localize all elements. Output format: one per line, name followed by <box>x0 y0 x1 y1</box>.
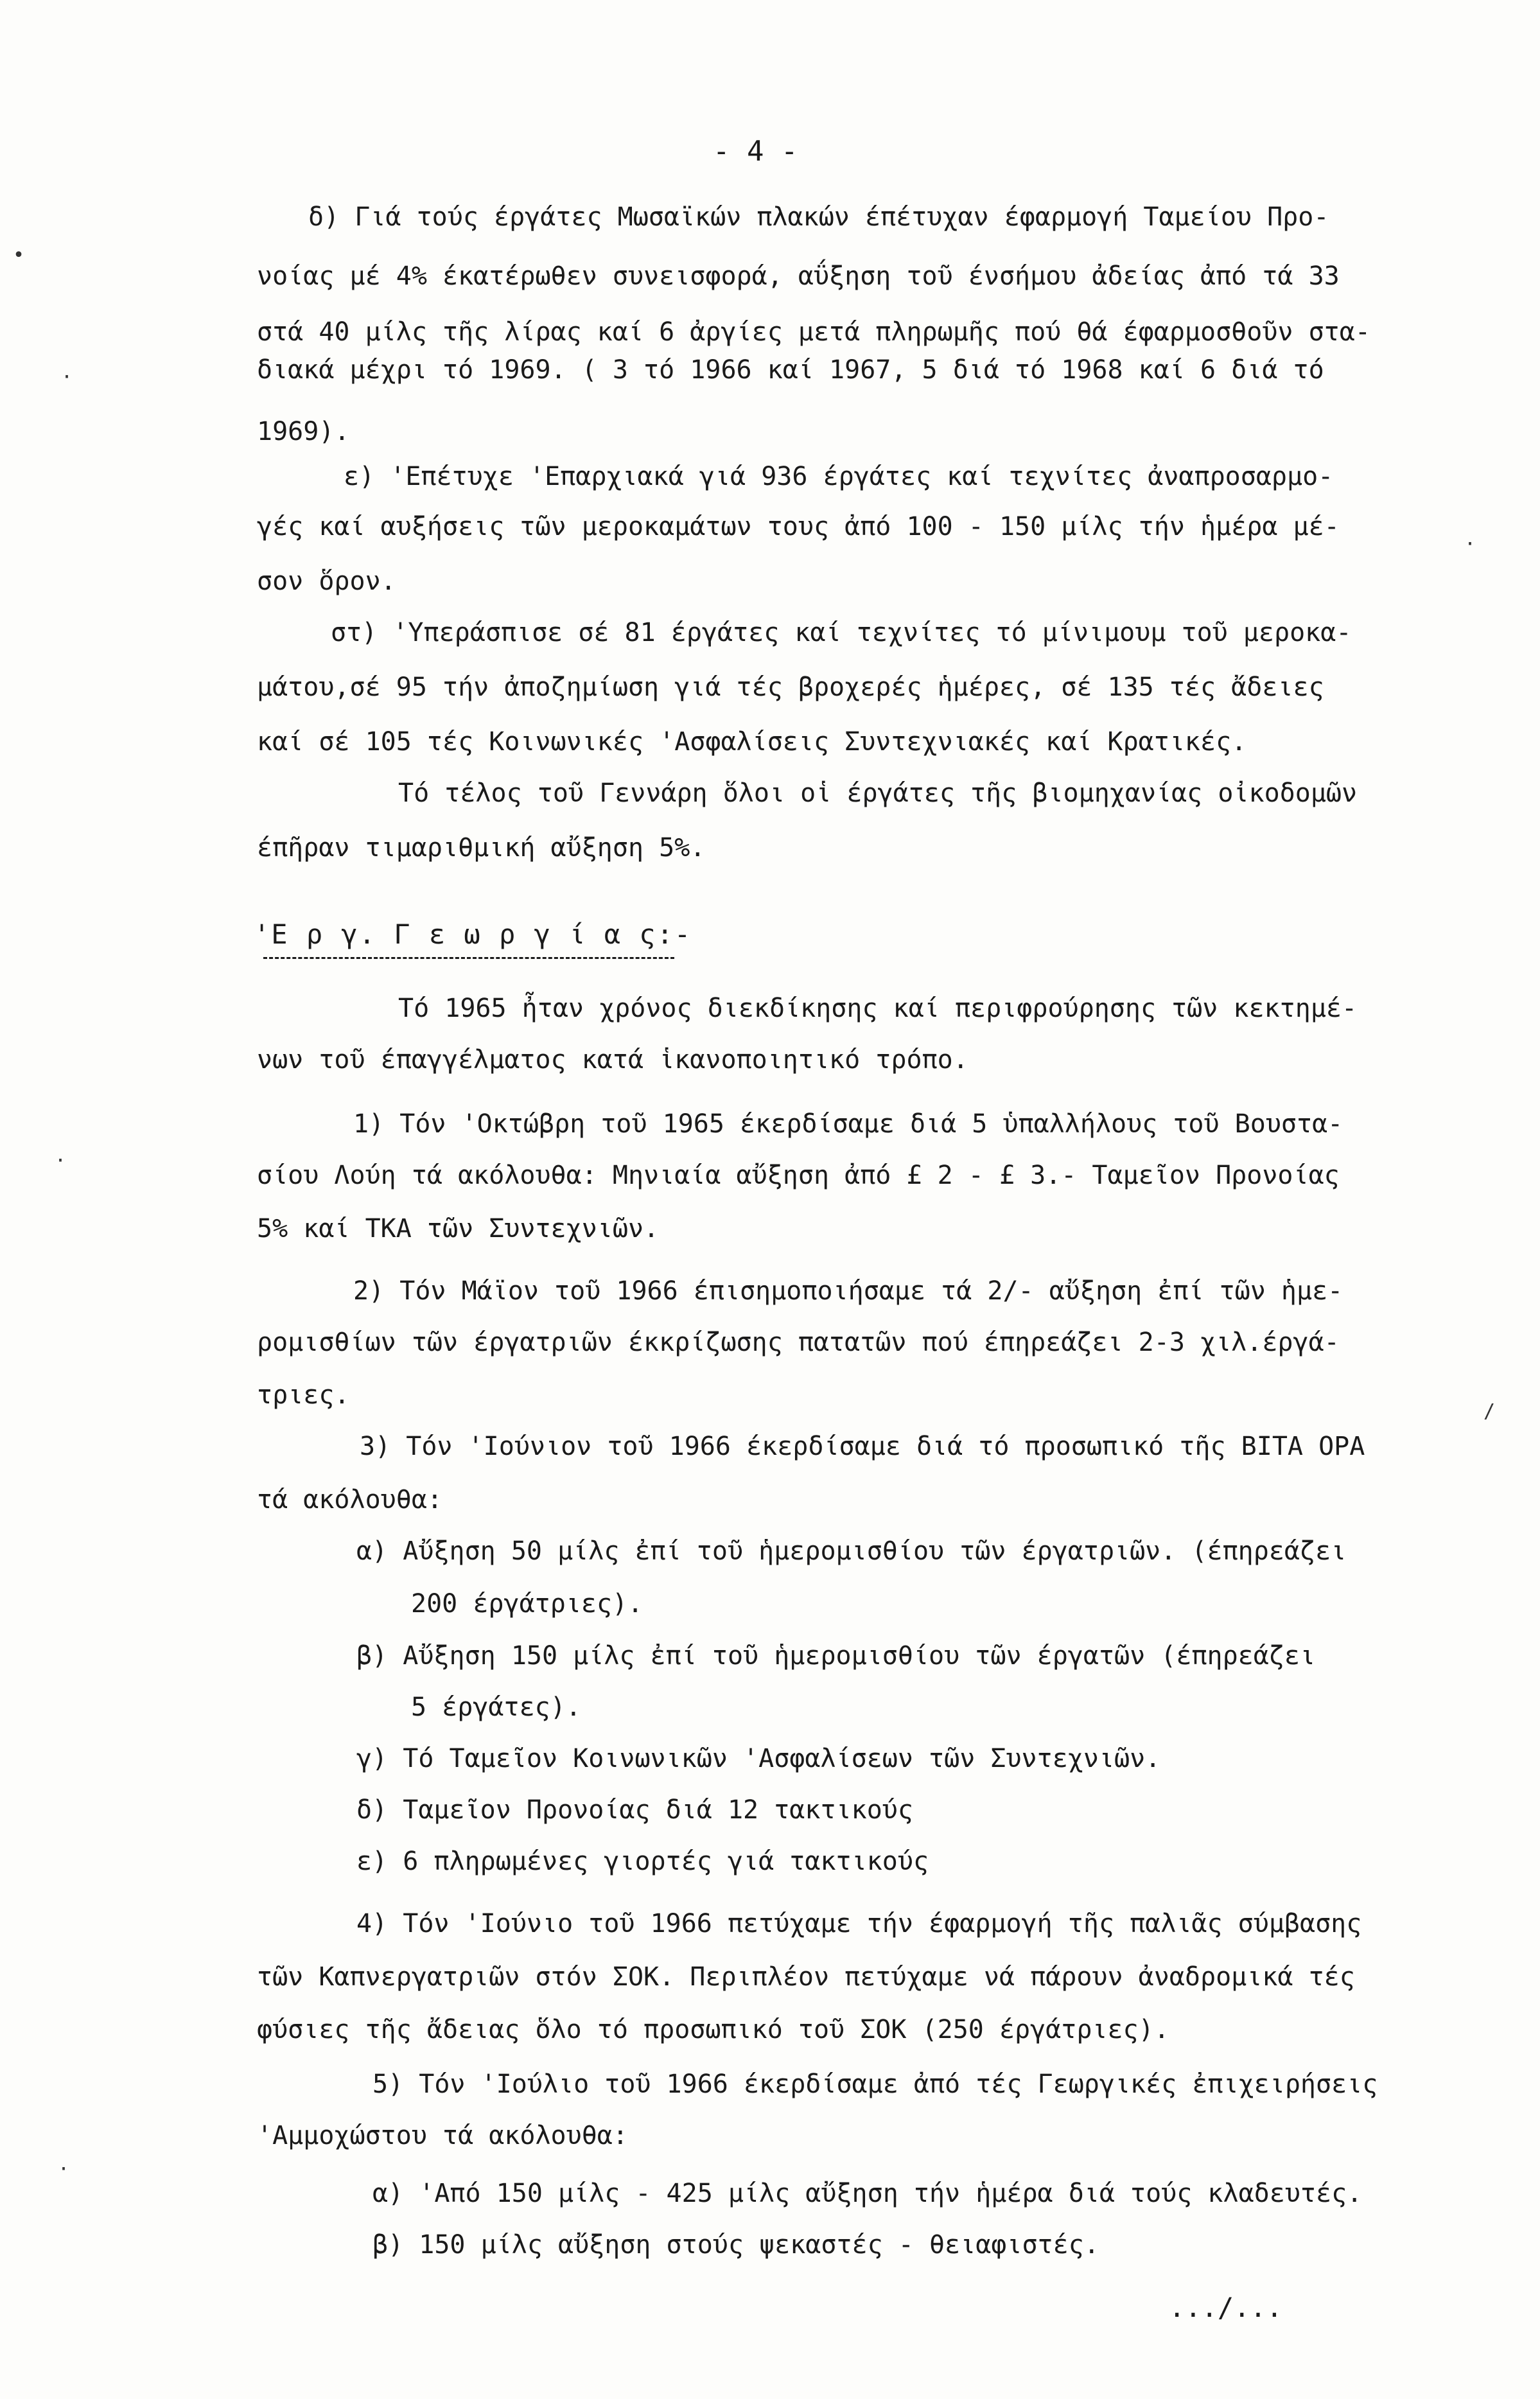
item-3-sub-a-cont: 200 έργάτριες). <box>411 1589 643 1619</box>
scan-speck: · <box>55 1150 67 1172</box>
item-3-sub-e: ε) 6 πληρωμένες γιορτές γιά τακτικούς <box>356 1847 929 1876</box>
section-heading: 'Ε ρ γ. Γ ε ω ρ γ ί α ς:- <box>254 918 692 950</box>
scan-speck: · <box>61 366 73 389</box>
item-5-line-1: 5) Τόν 'Ιούλιο τοῦ 1966 έκερδίσαμε ἀπό τές Γεωργικές ἐπιχειρήσεις <box>372 2069 1378 2099</box>
item-2-line-1: 2) Τόν Μάϊον τοῦ 1966 έπισημοποιήσαμε τά 2/- αὔξηση ἐπί τῶν ἡμε- <box>353 1276 1343 1306</box>
item-2-line-2: ρομισθίων τῶν έργατριῶν έκκρίζωσης πατατῶν πού έπηρεάζει 2-3 χιλ.έργά- <box>257 1328 1340 1357</box>
item-5-sub-a: α) 'Από 150 μίλς - 425 μίλς αὔξηση τήν ἡμέρα διά τούς κλαδευτές. <box>372 2179 1363 2208</box>
scan-speck: · <box>1464 533 1476 556</box>
item-4-line-1: 4) Τόν 'Ιούνιο τοῦ 1966 πετύχαμε τήν έφαρμογή τῆς παλιᾶς σύμβασης <box>356 1909 1362 1938</box>
item-3-sub-a: α) Αὔξηση 50 μίλς ἐπί τοῦ ἡμερομισθίου τῶν έργατριῶν. (έπηρεάζει <box>356 1536 1347 1566</box>
para-st-line-2: μάτου,σέ 95 τήν ἀποζημίωση γιά τές βροχερές ἡμέρες, σέ 135 τές ἄδειες <box>257 672 1324 702</box>
item-4-line-3: φύσιες τῆς ἄδειας ὅλο τό προσωπικό τοῦ ΣΟΚ (250 έργάτριες). <box>257 2015 1169 2044</box>
para-d-line-2: νοίας μέ 4% έκατέρωθεν συνεισφορά, αΰξηση τοῦ ένσήμου ἀδείας ἀπό τά 33 <box>257 261 1340 291</box>
item-3-line-1: 3) Τόν 'Ιούνιον τοῦ 1966 έκερδίσαμε διά τό προσωπικό τῆς ΒΙΤΑ ΟΡΑ <box>360 1432 1365 1461</box>
intro-line-1: Τό 1965 ἦταν χρόνος διεκδίκησης καί περιφρούρησης τῶν κεκτημέ- <box>398 994 1358 1023</box>
item-3-line-2: τά ακόλουθα: <box>257 1485 442 1515</box>
para-e-line-3: σον ὅρον. <box>257 567 396 596</box>
para-e-line-1: ε) 'Επέτυχε 'Επαρχιακά γιά 936 έργάτες καί τεχνίτες ἀναπροσαρμο- <box>344 462 1334 491</box>
page-number: - 4 - <box>713 135 798 168</box>
item-5-sub-b: β) 150 μίλς αὔξηση στούς ψεκαστές - θειαφιστές. <box>372 2230 1099 2260</box>
item-2-line-3: τριες. <box>257 1380 350 1410</box>
item-4-line-2: τῶν Καπνεργατριῶν στόν ΣΟΚ. Περιπλέον πετύχαμε νά πάρουν ἀναδρομικά τές <box>257 1962 1355 1992</box>
item-1-line-1: 1) Τόν 'Οκτώβρη τοῦ 1965 έκερδίσαμε διά 5 ὑπαλλήλους τοῦ Βουστα- <box>353 1109 1343 1139</box>
para-d-line-4: διακά μέχρι τό 1969. ( 3 τό 1966 καί 1967, 5 διά τό 1968 καί 6 διά τό <box>257 355 1324 385</box>
para-d-line-5: 1969). <box>257 417 350 446</box>
scan-speck: / <box>1483 1400 1496 1423</box>
para-telos-line-1: Τό τέλος τοῦ Γεννάρη ὅλοι οἱ έργάτες τῆς βιομηχανίας οἰκοδομῶν <box>398 778 1358 808</box>
continuation-mark: .../... <box>1169 2292 1283 2323</box>
para-st-line-1: στ) 'Υπεράσπισε σέ 81 έργάτες καί τεχνίτες τό μίνιμουμ τοῦ μεροκα- <box>331 618 1352 647</box>
item-3-sub-c: γ) Τό Ταμεῖον Κοινωνικῶν 'Ασφαλίσεων τῶν Συντεχνιῶν. <box>356 1744 1161 1773</box>
item-1-line-2: σίου Λούη τά ακόλουθα: Μηνιαία αὔξηση ἀπό £ 2 - £ 3.- Ταμεῖον Προνοίας <box>257 1161 1340 1190</box>
scan-speck: · <box>58 2158 70 2181</box>
scan-speck: • <box>13 244 25 267</box>
para-d-line-3: στά 40 μίλς τῆς λίρας καί 6 ἀργίες μετά πληρωμῆς πού θά έφαρμοσθοῦν στα- <box>257 317 1370 347</box>
para-d-line-1: δ) Γιά τούς έργάτες Μωσαϊκών πλακών έπέτυχαν έφαρμογή Ταμείου Προ- <box>308 202 1329 232</box>
item-5-line-2: 'Αμμοχώστου τά ακόλουθα: <box>257 2121 628 2150</box>
item-1-line-3: 5% καί ΤΚΑ τῶν Συντεχνιῶν. <box>257 1214 660 1243</box>
heading-underline <box>263 957 674 959</box>
item-3-sub-b: β) Αὔξηση 150 μίλς ἐπί τοῦ ἡμερομισθίου τῶν έργατῶν (έπηρεάζει <box>356 1641 1316 1671</box>
para-telos-line-2: έπῆραν τιμαριθμική αὔξηση 5%. <box>257 833 706 863</box>
item-3-sub-b-cont: 5 έργάτες). <box>411 1692 581 1722</box>
para-e-line-2: γές καί αυξήσεις τῶν μεροκαμάτων τους ἀπό 100 - 150 μίλς τήν ἡμέρα μέ- <box>257 512 1340 541</box>
item-3-sub-d: δ) Ταμεῖον Προνοίας διά 12 τακτικούς <box>356 1795 913 1825</box>
para-st-line-3: καί σέ 105 τές Κοινωνικές 'Ασφαλίσεις Συντεχνιακές καί Κρατικές. <box>257 727 1247 757</box>
intro-line-2: νων τοῦ έπαγγέλματος κατά ἱκανοποιητικό τρόπο. <box>257 1045 968 1075</box>
